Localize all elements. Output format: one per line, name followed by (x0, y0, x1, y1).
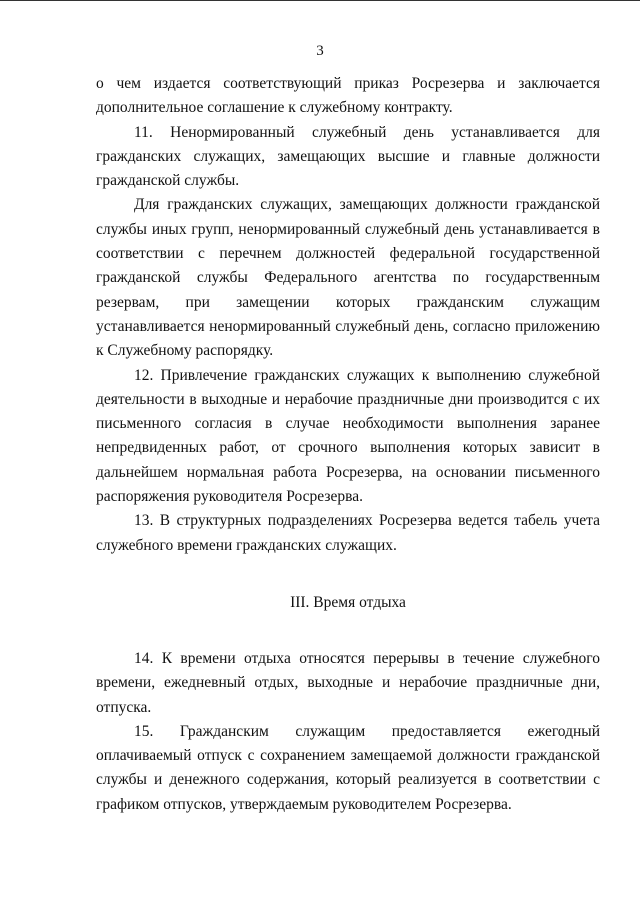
paragraph-14: 14. К времени отдыха относятся перерывы в течение служебного времени, ежедневный отдых, выходные и нерабочие праздничные дни, отпуска. (96, 649, 600, 716)
document-body (96, 72, 600, 817)
paragraph-12: 12. Привлечение гражданских служащих к выполнению служебной деятельности в выходные и нерабочие праздничные дни производится с их письменного согласия в случае необходимости выполнения заранее непредвиденных работ, от срочного выполнения которых зависит в дальнейшем нормальная работа Росрезерва, на основании письменного распоряжения руководителя Росрезерва. (96, 366, 600, 506)
paragraph-13: 13. В структурных подразделениях Росрезерва ведется табель учета служебного времени гражданских служащих. (96, 512, 600, 554)
top-border-line (0, 0, 640, 1)
paragraph-15: 15. Гражданским служащим предоставляется ежегодный оплачиваемый отпуск с сохранением замещаемой должности гражданской службы и денежного содержания, который реализуется в соответствии с графиком отпусков, утверждаемым руководителем Росрезерва. (96, 722, 600, 813)
paragraph-11-other-groups: Для гражданских служащих, замещающих должности гражданской службы иных групп, ненормированный служебный день устанавливается в соответствии с перечнем должностей федеральной государственной гражданской службы Федерального агентства по государственным резервам, при замещении которых гражданским служащим устанавливается ненормированный служебный день, согласно приложению к Служебному распорядку. (96, 196, 600, 360)
paragraph-continuation: о чем издается соответствующий приказ Росрезерва и заключается дополнительное соглашение к служебному контракту. (96, 75, 600, 117)
page-number: 3 (316, 43, 324, 59)
paragraph-11: 11. Ненормированный служебный день устанавливается для гражданских служащих, замещающих высшие и главные должности гражданской службы. (96, 123, 600, 190)
section-heading-rest-time: III. Время отдыха (290, 593, 406, 611)
